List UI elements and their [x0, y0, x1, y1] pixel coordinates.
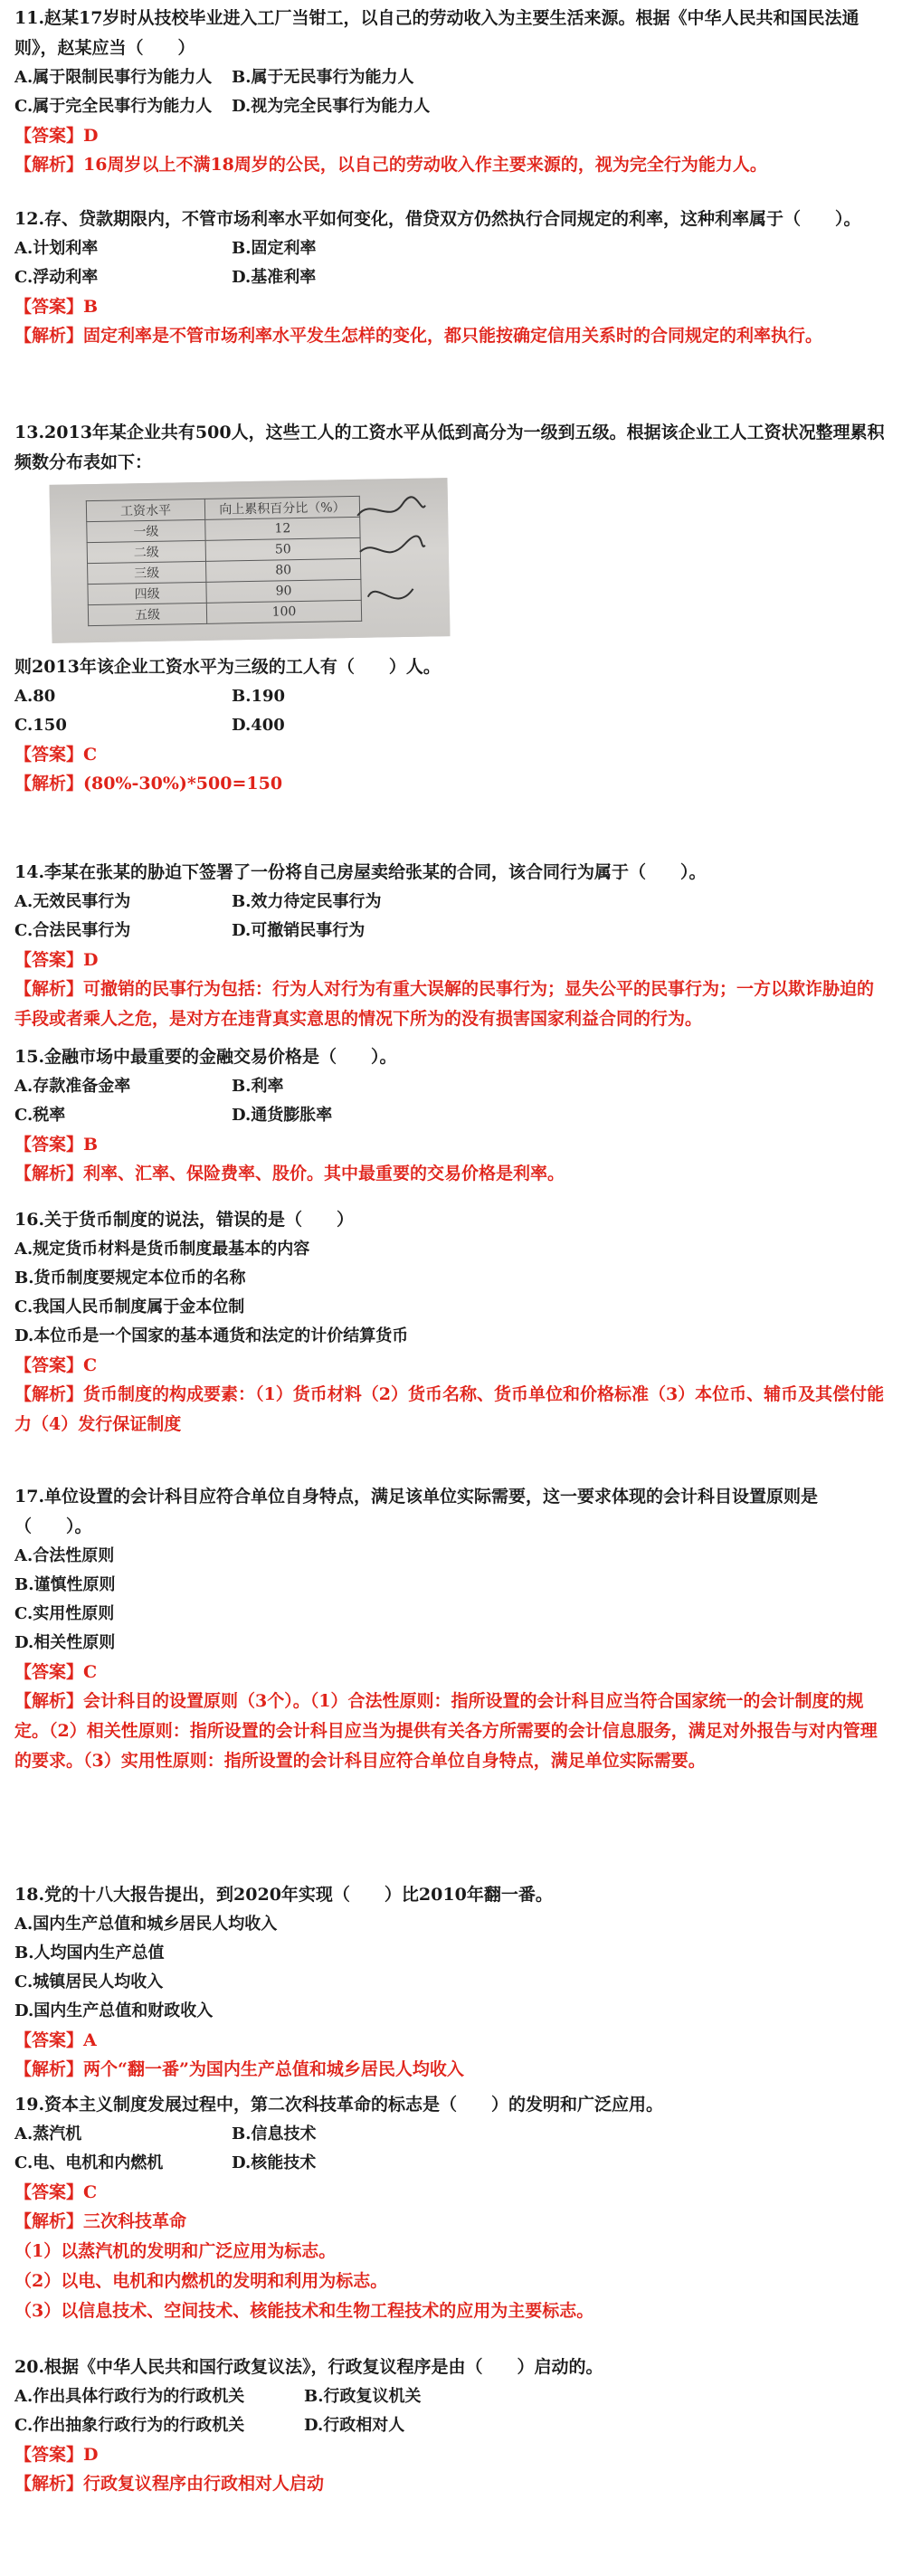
explanation-tag: 【解析】 [14, 774, 84, 794]
question-11 [14, 4, 888, 180]
answer-value: C [83, 1662, 98, 1682]
option-a: A.存款准备金率 [14, 1077, 131, 1096]
table-header: 向上累积百分比（%） [204, 496, 359, 519]
explanation-tag: 【解析】 [14, 979, 84, 999]
explanation-tag: 【解析】 [14, 2211, 84, 2231]
question-stem: 15.金融市场中最重要的金融交易价格是（ ）。 [14, 1047, 397, 1067]
question-prompt: 则2013年该企业工资水平为三级的工人有（ ）人。 [14, 657, 441, 677]
question-stem: 12.存、贷款期限内，不管市场利率水平如何变化，借贷双方仍然执行合同规定的利率，这种利率属于（ ）。 [14, 209, 861, 229]
answer-value: A [83, 2030, 97, 2050]
option-b: B.行政复议机关 [304, 2387, 422, 2406]
answer-tag: 【答案】 [14, 2030, 84, 2050]
answer-line [14, 1351, 888, 1380]
explanation-text: 可撤销的民事行为包括：行为人对行为有重大误解的民事行为；显失公平的民事行为；一方以欺诈胁迫的手段或者乘人之危，是对方在违背真实意思的情况下所为的没有损害国家利益合同的行为。 [14, 979, 875, 1029]
option-c: C.城镇居民人均收入 [14, 1972, 164, 1991]
answer-value: D [83, 2445, 99, 2465]
question-stem: 14.李某在张某的胁迫下签署了一份将自己房屋卖给张某的合同，该合同行为属于（ ）。 [14, 862, 707, 882]
table-cell: 三级 [88, 561, 206, 584]
option-b: B.利率 [232, 1077, 284, 1096]
option-c: C.我国人民币制度属于金本位制 [14, 1298, 245, 1317]
question-stem: 11.赵某17岁时从技校毕业进入工厂当钳工，以自己的劳动收入为主要生活来源。根据《中华人民共和国民法通则》，赵某应当（ ） [14, 8, 859, 58]
question-stem: 19.资本主义制度发展过程中，第二次科技革命的标志是（ ）的发明和广泛应用。 [14, 2095, 664, 2115]
answer-value: B [83, 1135, 99, 1155]
table-cell: 12 [205, 517, 360, 540]
option-b: B.效力待定民事行为 [232, 892, 382, 911]
option-d: D.可撤销民事行为 [232, 921, 366, 940]
question-stem: 13.2013年某企业共有500人，这些工人的工资水平从低到高分为一级到五级。根据该企业工人工资状况整理累积频数分布表如下： [14, 423, 885, 472]
explanation-tag: 【解析】 [14, 326, 84, 346]
option-b: B.信息技术 [232, 2124, 317, 2143]
option-c: C.150 [14, 716, 67, 735]
question-19 [14, 2090, 888, 2326]
question-16 [14, 1205, 888, 1440]
table-cell: 80 [206, 558, 361, 582]
option-a: A.80 [14, 687, 56, 706]
answer-tag: 【答案】 [14, 2182, 84, 2202]
question-13 [14, 418, 888, 799]
question-stem: 20.根据《中华人民共和国行政复议法》，行政复议程序是由（ ）启动的。 [14, 2357, 603, 2377]
option-c: C.作出抽象行政行为的行政机关 [14, 2416, 245, 2435]
explanation-text: 会计科目的设置原则（3个）。（1）合法性原则：指所设置的会计科目应当符合国家统一的会计制度的规定。（2）相关性原则：指所设置的会计科目应当为提供有关各方所需要的会计信息服务，满足对外报告与对内管理的要求。（3）实用性原则：指所设置的会计科目应符合单位自身特点，满足单位实际需要。 [14, 1691, 878, 1771]
answer-value: B [83, 297, 99, 317]
table-cell: 90 [206, 579, 361, 603]
answer-line [14, 2026, 888, 2055]
option-a: A.属于限制民事行为能力人 [14, 68, 213, 87]
answer-tag: 【答案】 [14, 2445, 84, 2465]
explanation-text: 利率、汇率、保险费率、股价。其中最重要的交易价格是利率。 [83, 1164, 565, 1183]
table-cell: 一级 [87, 519, 205, 542]
option-d: D.本位币是一个国家的基本通货和法定的计价结算货币 [14, 1326, 409, 1345]
explanation [14, 1380, 888, 1440]
option-a: A.无效民事行为 [14, 892, 131, 911]
explanation-line: （1）以蒸汽机的发明和广泛应用为标志。 [14, 2241, 337, 2261]
handwriting-scribble-icon [348, 488, 432, 630]
explanation-tag: 【解析】 [14, 1691, 84, 1711]
answer-value: C [83, 2182, 98, 2202]
question-18 [14, 1880, 888, 2085]
answer-line [14, 2440, 888, 2469]
answer-tag: 【答案】 [14, 1662, 84, 1682]
explanation [14, 321, 888, 351]
option-a: A.规定货币材料是货币制度最基本的内容 [14, 1240, 310, 1259]
question-15 [14, 1042, 888, 1189]
explanation [14, 2469, 888, 2499]
question-17 [14, 1482, 888, 1776]
option-d: D.通货膨胀率 [232, 1106, 333, 1125]
option-d: D.400 [232, 716, 285, 735]
answer-value: C [83, 1355, 98, 1375]
option-d: D.视为完全民事行为能力人 [232, 97, 431, 116]
explanation [14, 769, 888, 799]
answer-tag: 【答案】 [14, 950, 84, 970]
option-d: D.国内生产总值和财政收入 [14, 2001, 214, 2020]
option-b: B.谨慎性原则 [14, 1575, 116, 1594]
option-c: C.属于完全民事行为能力人 [14, 97, 213, 116]
answer-tag: 【答案】 [14, 126, 84, 146]
explanation [14, 1159, 888, 1189]
question-12 [14, 204, 888, 351]
option-b: B.190 [232, 687, 286, 706]
answer-line [14, 1130, 888, 1159]
option-c: C.税率 [14, 1106, 66, 1125]
answer-tag: 【答案】 [14, 297, 84, 317]
answer-tag: 【答案】 [14, 1135, 84, 1155]
cumulative-frequency-table [86, 496, 362, 626]
option-d: D.相关性原则 [14, 1633, 116, 1652]
answer-line [14, 292, 888, 321]
answer-line [14, 740, 888, 769]
explanation [14, 1687, 888, 1776]
answer-line [14, 946, 888, 974]
option-d: D.基准利率 [232, 268, 317, 287]
question-20 [14, 2353, 888, 2499]
explanation-text: 行政复议程序由行政相对人启动 [83, 2474, 325, 2494]
question-14 [14, 858, 888, 1034]
explanation [14, 2207, 888, 2326]
answer-line [14, 121, 888, 150]
explanation-text: 16周岁以上不满18周岁的公民，以自己的劳动收入作主要来源的，视为完全行为能力人。 [83, 155, 767, 175]
option-d: D.核能技术 [232, 2153, 317, 2172]
table-cell: 100 [206, 600, 361, 623]
explanation-text: 两个“翻一番”为国内生产总值和城乡居民人均收入 [83, 2059, 464, 2079]
table-cell: 五级 [88, 603, 206, 625]
option-a: A.蒸汽机 [14, 2124, 82, 2143]
option-d: D.行政相对人 [304, 2416, 405, 2435]
answer-value: D [83, 950, 99, 970]
table-row [88, 600, 361, 625]
option-b: B.人均国内生产总值 [14, 1944, 165, 1963]
explanation-tag: 【解析】 [14, 1384, 84, 1404]
answer-line [14, 2178, 888, 2207]
explanation-text: (80%-30%)*500=150 [83, 774, 283, 794]
explanation-tag: 【解析】 [14, 2474, 84, 2494]
answer-tag: 【答案】 [14, 745, 84, 765]
explanation-text: 固定利率是不管市场利率水平发生怎样的变化，都只能按确定信用关系时的合同规定的利率执行。 [83, 326, 823, 346]
table-cell: 50 [205, 537, 360, 561]
option-b: B.固定利率 [232, 239, 317, 258]
table-cell: 二级 [87, 540, 205, 563]
option-a: A.合法性原则 [14, 1546, 115, 1565]
option-b: B.属于无民事行为能力人 [232, 68, 414, 87]
explanation-line: （2）以电、电机和内燃机的发明和利用为标志。 [14, 2271, 388, 2291]
answer-line [14, 1658, 888, 1687]
option-a: A.计划利率 [14, 239, 99, 258]
option-c: C.浮动利率 [14, 268, 99, 287]
explanation [14, 2055, 888, 2085]
explanation-tag: 【解析】 [14, 2059, 84, 2079]
option-c: C.电、电机和内燃机 [14, 2153, 164, 2172]
option-c: C.合法民事行为 [14, 921, 131, 940]
table-photo [50, 478, 451, 643]
answer-tag: 【答案】 [14, 1355, 84, 1375]
option-b: B.货币制度要规定本位币的名称 [14, 1269, 246, 1288]
question-stem: 17.单位设置的会计科目应符合单位自身特点，满足该单位实际需要，这一要求体现的会计科目设置原则是（ ）。 [14, 1487, 819, 1536]
explanation-line: （3）以信息技术、空间技术、核能技术和生物工程技术的应用为主要标志。 [14, 2301, 594, 2321]
explanation [14, 150, 888, 180]
option-c: C.实用性原则 [14, 1604, 115, 1623]
answer-value: D [83, 126, 99, 146]
option-a: A.作出具体行政行为的行政机关 [14, 2387, 245, 2406]
table-header: 工资水平 [86, 499, 204, 521]
answer-value: C [83, 745, 98, 765]
option-a: A.国内生产总值和城乡居民人均收入 [14, 1915, 278, 1934]
explanation-text: 三次科技革命 [83, 2211, 187, 2231]
explanation-tag: 【解析】 [14, 1164, 84, 1183]
question-stem: 16.关于货币制度的说法，错误的是（ ） [14, 1210, 355, 1230]
explanation-text: 货币制度的构成要素：（1）货币材料（2）货币名称、货币单位和价格标准（3）本位币、辅币及其偿付能力（4）发行保证制度 [14, 1384, 885, 1434]
question-stem: 18.党的十八大报告提出，到2020年实现（ ）比2010年翻一番。 [14, 1885, 553, 1905]
table-cell: 四级 [88, 582, 206, 604]
explanation [14, 974, 888, 1034]
explanation-tag: 【解析】 [14, 155, 84, 175]
